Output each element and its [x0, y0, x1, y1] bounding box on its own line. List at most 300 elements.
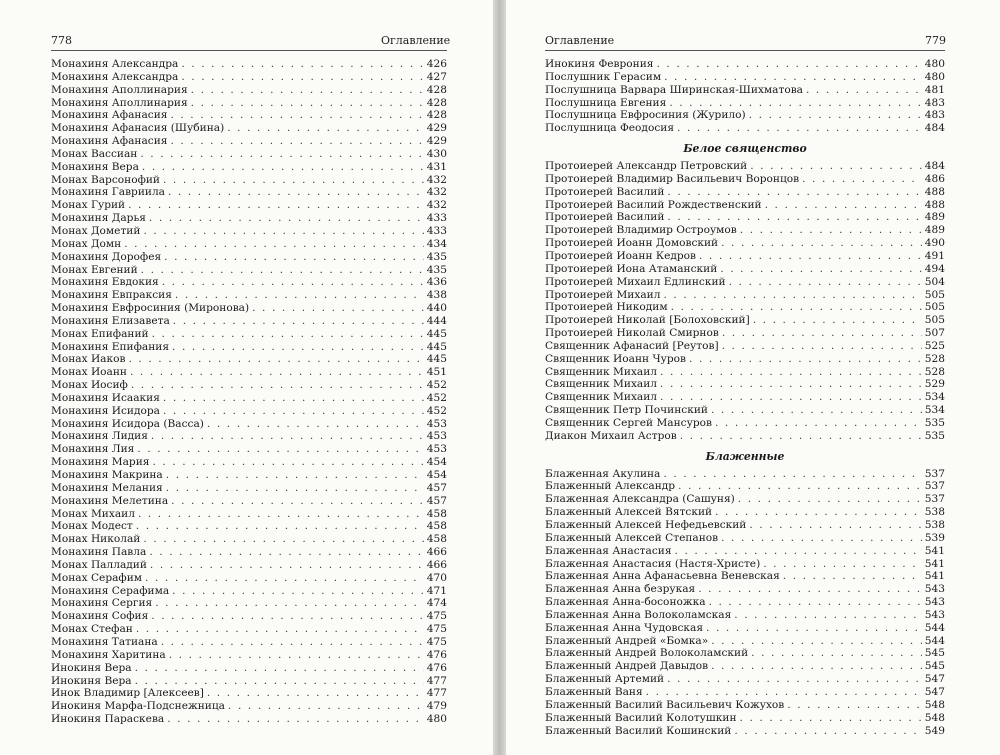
- toc-entry-page: 489: [924, 211, 945, 224]
- toc-entry: [51, 225, 447, 238]
- toc-entry: [545, 366, 945, 379]
- toc-entry-name: Диакон Михаил Астров: [545, 429, 677, 442]
- toc-entry-page: 466: [426, 558, 447, 571]
- toc-entry-page: 543: [924, 608, 945, 621]
- toc-entry-name: Священник Петр Починский: [545, 404, 708, 417]
- toc-entry-page: 432: [426, 199, 447, 212]
- toc-entry: [545, 712, 945, 725]
- toc-entry-name: Монахиня Евпраксия: [51, 289, 172, 302]
- dot-leader: [749, 109, 922, 122]
- toc-entry-name: Монахиня Серафима: [51, 584, 170, 597]
- toc-entry-page: 525: [924, 339, 945, 352]
- toc-entry: [51, 212, 447, 225]
- toc-entry-name: Протоиерей Иона Атаманский: [545, 262, 718, 275]
- dot-leader: [667, 211, 921, 224]
- toc-entry: [51, 572, 447, 585]
- toc-entry-page: 477: [426, 674, 447, 687]
- toc-entry-page: 474: [426, 597, 447, 610]
- toc-entry-page: 458: [426, 507, 447, 520]
- toc-entry: [545, 340, 945, 353]
- toc-entry-page: 548: [924, 698, 945, 711]
- toc-entry: [51, 264, 447, 277]
- dot-leader: [164, 251, 424, 264]
- toc-entry: [51, 109, 447, 122]
- toc-entry: [51, 353, 447, 366]
- toc-entry: [545, 97, 945, 110]
- toc-entry: [545, 493, 945, 506]
- toc-entry-page: 435: [426, 263, 447, 276]
- toc-entry-page: 427: [426, 70, 447, 83]
- toc-entry: [545, 160, 945, 173]
- toc-entry-name: Монахиня Татиана: [51, 635, 158, 648]
- dot-leader: [162, 276, 424, 289]
- toc-entry-page: 491: [924, 249, 945, 262]
- toc-entry-name: Монахиня Мария: [51, 456, 150, 469]
- toc-entry: [545, 263, 945, 276]
- toc-entry-page: 428: [426, 109, 447, 122]
- toc-entry-name: Священник Михаил: [545, 378, 658, 391]
- toc-entry-name: Монахиня Афанасия: [51, 135, 168, 148]
- toc-entry-page: 541: [924, 570, 945, 583]
- dot-leader: [667, 673, 922, 686]
- header-rule: [545, 50, 945, 51]
- toc-entry-name: Послушница Евфросиния (Журило): [545, 109, 746, 122]
- toc-entry: [51, 392, 447, 405]
- dot-leader: [715, 417, 922, 430]
- toc-entry-name: Монахиня Аполлинария: [51, 96, 188, 109]
- toc-entry: [51, 443, 447, 456]
- toc-entry-name: Монахиня Харитина: [51, 648, 166, 661]
- dot-leader: [181, 71, 423, 84]
- dot-leader: [175, 289, 424, 302]
- toc-entry-name: Монахиня Лидия: [51, 430, 148, 443]
- toc-entry-page: 440: [426, 302, 447, 315]
- toc-entry-name: Священник Сергей Мансуров: [545, 416, 712, 429]
- toc-entry-name: Блаженная Анна безрукая: [545, 583, 696, 596]
- toc-entry: [545, 122, 945, 135]
- toc-entry-name: Инокиня Феврония: [545, 58, 654, 70]
- toc-entry-name: Монах Епифаний: [51, 327, 149, 340]
- toc-entry-name: Послушница Варвара Ширинская-Шихматова: [545, 83, 803, 96]
- toc-entry: [51, 161, 447, 174]
- dot-leader: [131, 379, 424, 392]
- toc-entry-name: Монах Николай: [51, 533, 141, 546]
- section-heading-white-clergy: Белое священство: [683, 142, 807, 156]
- dot-leader: [207, 418, 424, 431]
- toc-entry-name: Монахиня Лия: [51, 443, 135, 456]
- toc-entry-page: 458: [426, 533, 447, 546]
- toc-list: [545, 58, 945, 737]
- toc-entry-name: Блаженный Василий Кошинский: [545, 724, 732, 737]
- dot-leader: [135, 675, 424, 688]
- toc-entry-name: Монах Серафим: [51, 571, 143, 584]
- toc-entry-page: 457: [426, 494, 447, 507]
- toc-entry-page: 433: [426, 224, 447, 237]
- dot-leader: [136, 623, 424, 636]
- section-heading-blessed: Блаженные: [705, 449, 785, 463]
- dot-leader: [660, 391, 922, 404]
- toc-entry: [545, 417, 945, 430]
- dot-leader: [675, 545, 922, 558]
- toc-entry-name: Блаженный Василий Колотушкин: [545, 711, 737, 724]
- toc-entry: [545, 635, 945, 648]
- dot-leader: [166, 482, 424, 495]
- dot-leader: [145, 572, 424, 585]
- toc-entry: [51, 315, 447, 328]
- dot-leader: [130, 366, 424, 379]
- toc-entry: [545, 186, 945, 199]
- toc-entry-page: 438: [426, 289, 447, 302]
- toc-entry-page: 453: [426, 417, 447, 430]
- toc-entry-page: 535: [924, 429, 945, 442]
- toc-entry-page: 452: [426, 404, 447, 417]
- toc-entry: [545, 725, 945, 738]
- toc-entry: [51, 238, 447, 251]
- toc-entry: [51, 97, 447, 110]
- toc-entry: [545, 404, 945, 417]
- toc-entry-name: Протоиерей Николай [Болоховский]: [545, 314, 750, 327]
- toc-entry-page: 534: [924, 391, 945, 404]
- dot-leader: [749, 519, 921, 532]
- toc-entry: [51, 456, 447, 469]
- toc-entry-page: 548: [924, 711, 945, 724]
- toc-entry-name: Монахиня Афанасия (Шубина): [51, 122, 225, 135]
- toc-entry-name: Монахиня Елизавета: [51, 314, 170, 327]
- toc-entry-name: Протоиерей Иоанн Кедров: [545, 249, 696, 262]
- toc-entry-name: Монах Иоанн: [51, 366, 127, 379]
- dot-leader: [151, 610, 423, 623]
- toc-entry: [51, 508, 447, 521]
- toc-entry-name: Блаженный Алексей Нефедьевский: [545, 519, 747, 531]
- dot-leader: [699, 250, 922, 263]
- toc-entry-name: Блаженный Андрей Давыдов: [545, 660, 709, 673]
- toc-entry: [545, 58, 945, 71]
- dot-leader: [738, 493, 922, 506]
- dot-leader: [664, 71, 922, 84]
- dot-leader: [181, 58, 423, 71]
- toc-entry-name: Монах Стефан: [51, 623, 133, 636]
- header-rule: [51, 50, 447, 51]
- toc-entry-page: 483: [924, 96, 945, 109]
- dot-leader: [137, 443, 423, 456]
- toc-entry: [51, 405, 447, 418]
- dot-leader: [140, 148, 423, 161]
- dot-leader: [663, 468, 921, 481]
- toc-entry-name: Протоиерей Василий: [545, 185, 665, 198]
- toc-entry-name: Монахиня Вера: [51, 160, 139, 173]
- toc-entry: [51, 122, 447, 135]
- toc-entry-page: 451: [426, 366, 447, 379]
- toc-entry-name: Протоиерей Владимир Васильевич Воронцов: [545, 172, 800, 185]
- dot-leader: [646, 686, 922, 699]
- toc-entry-page: 452: [426, 379, 447, 392]
- toc-entry-name: Блаженный Ваня: [545, 685, 643, 698]
- toc-entry: [545, 84, 945, 97]
- dot-leader: [721, 237, 922, 250]
- toc-entry-page: 428: [426, 83, 447, 96]
- toc-entry-page: 489: [924, 224, 945, 237]
- toc-entry: [51, 533, 447, 546]
- toc-entry-page: 480: [924, 70, 945, 83]
- toc-entry-name: Блаженная Акулина: [545, 467, 661, 480]
- toc-entry: [545, 289, 945, 302]
- dot-leader: [783, 570, 922, 583]
- toc-entry-name: Блаженный Алексей Вятский: [545, 506, 713, 519]
- dot-leader: [228, 700, 424, 713]
- toc-entry: [545, 353, 945, 366]
- dot-leader: [669, 97, 921, 110]
- dot-leader: [172, 585, 424, 598]
- toc-entry-name: Блаженная Анна Чудовская: [545, 621, 704, 634]
- toc-entry-page: 545: [924, 647, 945, 660]
- toc-entry: [545, 327, 945, 340]
- toc-entry-name: Протоиерей Николай Смирнов: [545, 327, 719, 340]
- toc-entry-name: Монах Иосиф: [51, 379, 128, 392]
- dot-leader: [191, 97, 424, 110]
- dot-leader: [163, 174, 424, 187]
- toc-entry-page: 538: [924, 519, 945, 531]
- toc-entry: [545, 71, 945, 84]
- dot-leader: [170, 109, 423, 122]
- toc-entry-name: Монах Домн: [51, 237, 122, 250]
- toc-entry-page: 541: [924, 544, 945, 557]
- toc-entry-name: Инокиня Марфа-Подснежница: [51, 700, 226, 713]
- toc-entry-name: Монах Гурий: [51, 199, 126, 212]
- toc-entry-name: Блаженный Артемий: [545, 673, 665, 686]
- toc-entry-page: 471: [426, 584, 447, 597]
- toc-entry-page: 436: [426, 276, 447, 289]
- toc-entry-page: 475: [426, 623, 447, 636]
- toc-entry-name: Монах Палладий: [51, 558, 147, 571]
- toc-entry: [545, 224, 945, 237]
- toc-entry-name: Протоиерей Василий: [545, 211, 665, 224]
- toc-entry: [545, 686, 945, 699]
- toc-entry: [545, 673, 945, 686]
- dot-leader: [161, 636, 424, 649]
- toc-entry-name: Блаженный Андрей Волоколамский: [545, 647, 749, 660]
- page-number: 779: [925, 34, 946, 47]
- toc-entry-page: 537: [924, 467, 945, 480]
- toc-entry-page: 544: [924, 621, 945, 634]
- toc-entry-name: Священник Михаил: [545, 365, 658, 378]
- toc-entry-page: 434: [426, 237, 447, 250]
- toc-entry-page: 433: [426, 212, 447, 225]
- toc-entry-page: 452: [426, 391, 447, 404]
- dot-leader: [128, 199, 424, 212]
- toc-entry-name: Монахиня Исидора (Васса): [51, 417, 204, 430]
- toc-entry-page: 481: [924, 83, 945, 96]
- dot-leader: [124, 238, 424, 251]
- toc-entry-page: 426: [426, 58, 447, 70]
- toc-entry-page: 535: [924, 416, 945, 429]
- toc-entry-page: 488: [924, 198, 945, 211]
- toc-entry-name: Монахиня Евдокия: [51, 276, 159, 289]
- toc-entry-name: Священник Афанасий [Реутов]: [545, 339, 719, 352]
- toc-entry-name: Протоиерей Михаил: [545, 288, 661, 301]
- toc-entry: [545, 301, 945, 314]
- toc-entry: [51, 623, 447, 636]
- dot-leader: [722, 327, 922, 340]
- toc-entry: [51, 58, 447, 71]
- toc-entry-name: Монахиня Александра: [51, 58, 179, 70]
- toc-entry-name: Монахиня Евфросиния (Миронова): [51, 302, 250, 315]
- dot-leader: [765, 199, 922, 212]
- toc-entry-page: 534: [924, 404, 945, 417]
- toc-entry-page: 457: [426, 481, 447, 494]
- toc-entry: [51, 276, 447, 289]
- toc-entry: [545, 622, 945, 635]
- toc-entry: [51, 379, 447, 392]
- dot-leader: [136, 520, 424, 533]
- toc-entry: [51, 675, 447, 688]
- toc-entry: [545, 596, 945, 609]
- toc-entry-name: Блаженный Андрей «Бомка»: [545, 634, 709, 647]
- dot-leader: [667, 186, 921, 199]
- right-page: [506, 0, 1000, 755]
- toc-entry: [545, 173, 945, 186]
- toc-entry-name: Монахиня Мелания: [51, 481, 163, 494]
- toc-entry-page: 429: [426, 122, 447, 135]
- toc-entry-name: Монахиня Макрина: [51, 469, 163, 481]
- dot-leader: [680, 430, 922, 443]
- toc-entry-name: Монахиня Афанасия: [51, 109, 168, 122]
- running-title: Оглавление: [381, 34, 451, 47]
- toc-entry-name: Монахиня Павла: [51, 546, 147, 559]
- dot-leader: [155, 597, 424, 610]
- toc-entry-name: Инокиня Вера: [51, 674, 132, 687]
- dot-leader: [740, 712, 922, 725]
- toc-entry-name: Монахиня Александра: [51, 70, 179, 83]
- toc-entry: [545, 609, 945, 622]
- dot-leader: [729, 276, 922, 289]
- dot-leader: [150, 559, 424, 572]
- toc-entry-page: 505: [924, 314, 945, 327]
- dot-leader: [128, 353, 423, 366]
- toc-entry-page: 453: [426, 443, 447, 456]
- dot-leader: [152, 328, 424, 341]
- toc-entry-page: 490: [924, 237, 945, 250]
- dot-leader: [660, 378, 922, 391]
- toc-list: [51, 58, 447, 726]
- toc-entry-page: 484: [924, 160, 945, 173]
- toc-entry: [51, 585, 447, 598]
- dot-leader: [168, 186, 424, 199]
- toc-entry-page: 537: [924, 493, 945, 506]
- toc-entry: [51, 71, 447, 84]
- toc-entry-page: 507: [924, 327, 945, 340]
- dot-leader: [135, 662, 424, 675]
- toc-entry-name: Монахиня Гавриила: [51, 186, 165, 199]
- toc-entry-page: 454: [426, 469, 447, 481]
- toc-entry-page: 488: [924, 185, 945, 198]
- toc-entry-page: 529: [924, 378, 945, 391]
- toc-entry: [545, 583, 945, 596]
- toc-entry-name: Монах Вассиан: [51, 147, 138, 160]
- toc-entry-page: 445: [426, 353, 447, 366]
- dot-leader: [734, 609, 921, 622]
- toc-entry-name: Монахиня Аполлинария: [51, 83, 188, 96]
- toc-entry: [545, 250, 945, 263]
- toc-entry-name: Блаженная Александра (Сашуня): [545, 493, 735, 506]
- dot-leader: [172, 341, 424, 354]
- page-number: 778: [51, 34, 72, 47]
- toc-entry: [51, 148, 447, 161]
- toc-entry-page: 528: [924, 365, 945, 378]
- toc-entry-name: Послушница Евгения: [545, 96, 667, 109]
- toc-entry-page: 458: [426, 520, 447, 533]
- toc-entry-page: 537: [924, 480, 945, 493]
- toc-entry-page: 470: [426, 571, 447, 584]
- toc-entry: [51, 430, 447, 443]
- toc-entry-name: Монах Дометий: [51, 224, 141, 237]
- toc-entry-name: Блаженная Анна-босоножка: [545, 596, 706, 609]
- toc-entry: [545, 545, 945, 558]
- toc-entry-name: Протоиерей Александр Петровский: [545, 160, 748, 173]
- toc-entry-page: 544: [924, 634, 945, 647]
- toc-entry-page: 431: [426, 160, 447, 173]
- toc-entry: [545, 558, 945, 571]
- toc-entry-page: 494: [924, 262, 945, 275]
- dot-leader: [671, 301, 922, 314]
- toc-entry: [51, 135, 447, 148]
- toc-entry: [545, 211, 945, 224]
- dot-leader: [163, 405, 424, 418]
- dot-leader: [663, 289, 921, 302]
- dot-leader: [711, 635, 922, 648]
- toc-entry: [51, 84, 447, 97]
- dot-leader: [143, 225, 423, 238]
- toc-entry-page: 541: [924, 557, 945, 570]
- toc-entry-page: 444: [426, 314, 447, 327]
- toc-entry-page: 429: [426, 135, 447, 148]
- toc-entry-page: 479: [426, 700, 447, 713]
- toc-entry-page: 480: [426, 713, 447, 726]
- toc-entry-page: 547: [924, 673, 945, 686]
- toc-entry-page: 483: [924, 109, 945, 122]
- dot-leader: [152, 456, 423, 469]
- dot-leader: [660, 366, 922, 379]
- dot-leader: [163, 392, 424, 405]
- toc-group-blessed: [545, 468, 945, 738]
- dot-leader: [806, 84, 922, 97]
- toc-entry-page: 466: [426, 546, 447, 559]
- toc-entry: [51, 610, 447, 623]
- toc-entry-name: Блаженная Анастасия (Настя-Христе): [545, 557, 761, 570]
- toc-entry: [51, 713, 447, 726]
- toc-entry: [51, 649, 447, 662]
- dot-leader: [709, 596, 922, 609]
- dot-leader: [142, 161, 424, 174]
- toc-entry: [545, 570, 945, 583]
- toc-entry-page: 538: [924, 506, 945, 519]
- toc-entry-page: 549: [924, 724, 945, 737]
- toc-entry: [51, 328, 447, 341]
- dot-leader: [787, 699, 921, 712]
- dot-leader: [753, 314, 922, 327]
- toc-entry-name: Монах Модест: [51, 520, 133, 533]
- dot-leader: [734, 725, 921, 738]
- dot-leader: [706, 622, 922, 635]
- toc-entry-name: Монахиня Исаакия: [51, 391, 160, 404]
- toc-entry: [51, 597, 447, 610]
- dot-leader: [678, 480, 922, 493]
- dot-leader: [141, 264, 424, 277]
- dot-leader: [763, 558, 922, 571]
- toc-entry-page: 505: [924, 301, 945, 314]
- toc-entry-page: 476: [426, 661, 447, 674]
- toc-entry-page: 435: [426, 250, 447, 263]
- toc-entry-name: Инокиня Параскева: [51, 713, 165, 726]
